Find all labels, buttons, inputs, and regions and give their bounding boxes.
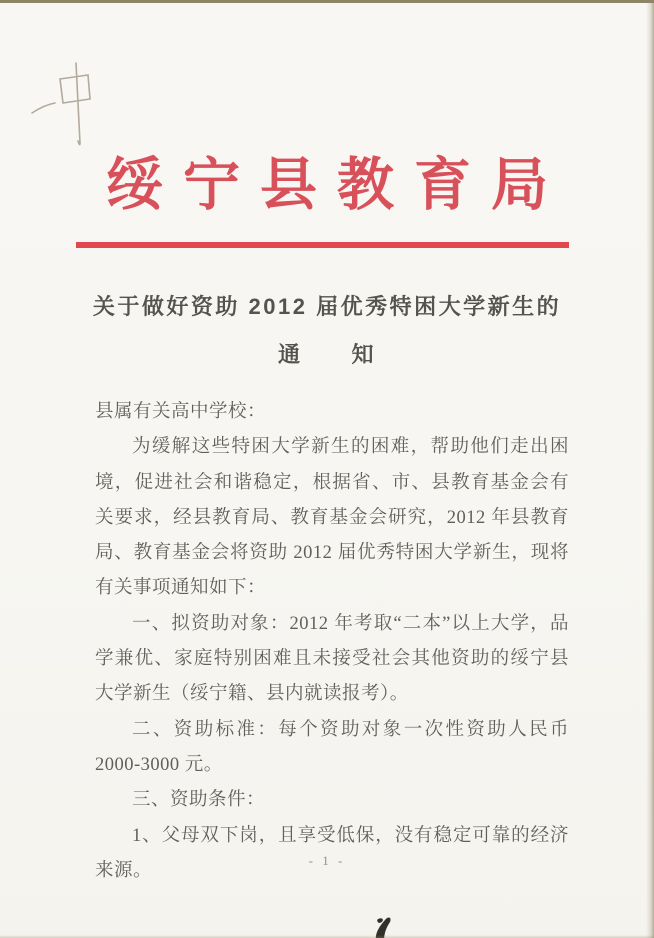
page-number: - 1 -	[308, 853, 346, 868]
document-title-line1: 关于做好资助 2012 届优秀特困大学新生的	[92, 294, 562, 319]
paragraph-item-3: 三、资助条件：	[132, 790, 266, 811]
document-body	[95, 395, 569, 889]
scan-edge-right	[646, 3, 654, 938]
ink-mark	[362, 905, 412, 938]
document-title	[0, 294, 654, 368]
document-title-line2: 通 知	[277, 342, 376, 367]
paragraph-item-2: 二、资助标准：每个资助对象一次性资助人民币 2000-3000 元。	[95, 719, 569, 775]
header-divider-line	[76, 242, 569, 248]
paragraph-intro: 为缓解这些特困大学新生的困难，帮助他们走出困境，促进社会和谐稳定，根据省、市、县教育基金会有关要求，经县教育局、教育基金会研究，2012 年县教育局、教育基金会将资助 2012 届优秀特困大学新生，现将有关事项通知如下：	[95, 437, 569, 599]
salutation: 县属有关高中学校：	[95, 402, 267, 422]
paragraph-subitem-1: 1、父母双下岗，且享受低保，没有稳定可靠的经济来源。	[95, 825, 569, 881]
agency-header: 绥宁县教育局	[106, 154, 568, 217]
paragraph-item-1: 一、拟资助对象：2012 年考取“二本”以上大学，品学兼优、家庭特别困难且未接受社会其他资助的绥宁县大学新生（绥宁籍、县内就读报考）。	[95, 613, 569, 705]
